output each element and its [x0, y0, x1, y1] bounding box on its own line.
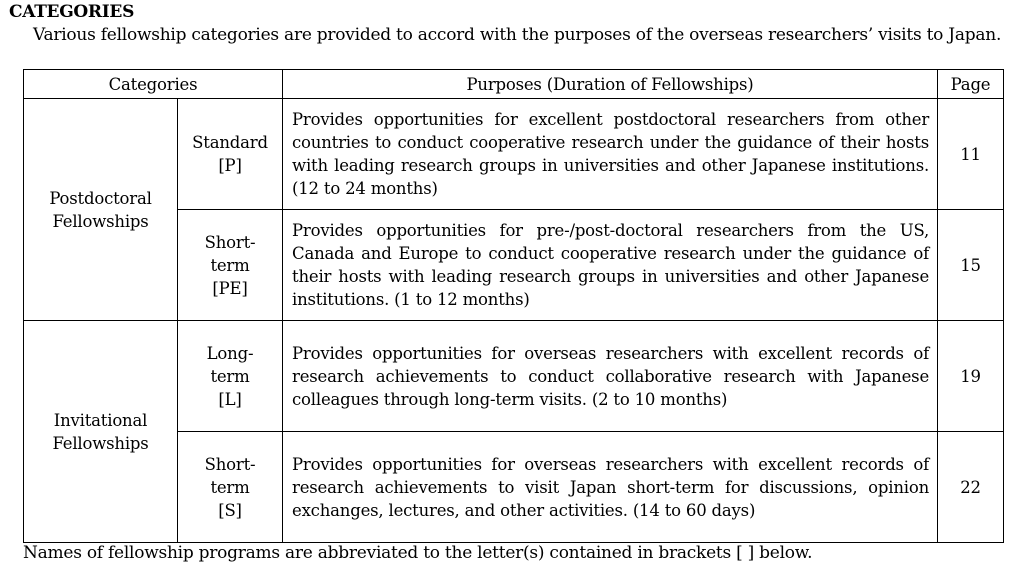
sub-line: term	[210, 477, 250, 497]
subcategory-standard	[178, 99, 283, 210]
group-name-line: Fellowships	[52, 211, 149, 231]
header-page: Page	[938, 70, 1004, 99]
group-postdoctoral	[24, 99, 178, 321]
intro-text: Various fellowship categories are provided to accord with the purposes of the overseas researchers’ visits to Japan.	[33, 25, 1002, 45]
group-name-line: Fellowships	[52, 433, 149, 453]
sub-line: [P]	[218, 156, 242, 175]
sub-line: term	[210, 366, 250, 386]
sub-line: Short-	[204, 232, 256, 252]
group-name-line: Postdoctoral	[49, 188, 152, 208]
categories-table	[23, 69, 1004, 543]
table-header-row	[24, 70, 1004, 99]
sub-line: Standard	[192, 133, 268, 152]
subcategory-short-term-pe	[178, 210, 283, 321]
footnote: Names of fellowship programs are abbreviated to the letter(s) contained in brackets [ ] below.	[23, 543, 813, 563]
page-cell: 15	[938, 210, 1004, 321]
sub-line: Long-	[206, 343, 254, 363]
page-cell: 11	[938, 99, 1004, 210]
subcategory-long-term	[178, 321, 283, 432]
section-heading: CATEGORIES	[9, 2, 135, 22]
sub-line: term	[210, 255, 250, 275]
sub-line: Short-	[204, 454, 256, 474]
purpose-cell: Provides opportunities for excellent postdoctoral researchers from other countries to conduct cooperative research under the guidance of their hosts with leading research groups in universities and other Japanese institutions. (12 to 24 months)	[283, 99, 938, 210]
sub-line: [PE]	[212, 278, 248, 298]
group-name-line: Invitational	[53, 410, 148, 430]
group-invitational	[24, 321, 178, 543]
purpose-cell: Provides opportunities for overseas researchers with excellent records of research achievements to visit Japan short-term for discussions, opinion exchanges, lectures, and other activities. (14 to 60 days)	[283, 432, 938, 543]
page-cell: 22	[938, 432, 1004, 543]
sub-line: [L]	[218, 389, 242, 409]
table-row	[24, 99, 1004, 210]
table-row	[24, 321, 1004, 432]
page-cell: 19	[938, 321, 1004, 432]
purpose-cell: Provides opportunities for pre-/post-doctoral researchers from the US, Canada and Europe to conduct cooperative research under the guidance of their hosts with leading research groups in universities and other Japanese institutions. (1 to 12 months)	[283, 210, 938, 321]
header-purposes: Purposes (Duration of Fellowships)	[283, 70, 938, 99]
sub-line: [S]	[218, 500, 242, 520]
header-categories: Categories	[24, 70, 283, 99]
purpose-cell: Provides opportunities for overseas researchers with excellent records of research achievements to conduct collaborative research with Japanese colleagues through long-term visits. (2 to 10 months)	[283, 321, 938, 432]
subcategory-short-term-s	[178, 432, 283, 543]
